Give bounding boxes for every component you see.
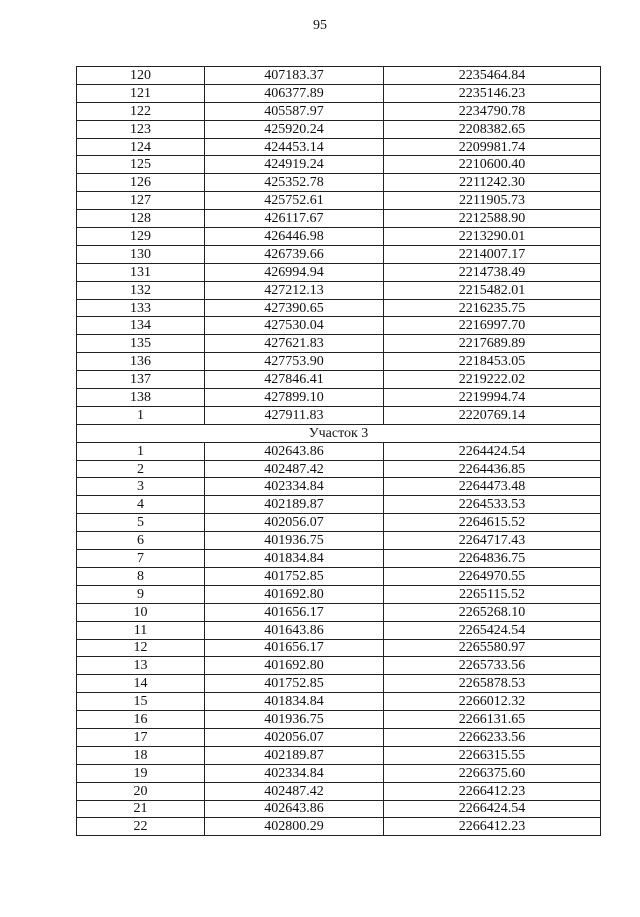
table-row (77, 120, 601, 138)
x-coordinate-cell: 426739.66 (205, 245, 384, 263)
y-coordinate-cell: 2266412.23 (384, 818, 601, 836)
x-coordinate-cell: 402487.42 (205, 460, 384, 478)
point-number-cell: 132 (77, 281, 205, 299)
point-number-cell: 136 (77, 353, 205, 371)
x-coordinate-cell: 427390.65 (205, 299, 384, 317)
y-coordinate-cell: 2217689.89 (384, 335, 601, 353)
x-coordinate-cell: 401692.80 (205, 585, 384, 603)
y-coordinate-cell: 2265733.56 (384, 657, 601, 675)
x-coordinate-cell: 427911.83 (205, 406, 384, 424)
coordinates-part-2 (77, 442, 601, 836)
point-number-cell: 122 (77, 102, 205, 120)
table-row (77, 764, 601, 782)
table-row (77, 728, 601, 746)
x-coordinate-cell: 427899.10 (205, 389, 384, 407)
coordinates-part-1 (77, 67, 601, 425)
x-coordinate-cell: 427753.90 (205, 353, 384, 371)
y-coordinate-cell: 2220769.14 (384, 406, 601, 424)
x-coordinate-cell: 401752.85 (205, 567, 384, 585)
y-coordinate-cell: 2209981.74 (384, 138, 601, 156)
y-coordinate-cell: 2235464.84 (384, 67, 601, 85)
table-row (77, 174, 601, 192)
point-number-cell: 21 (77, 800, 205, 818)
x-coordinate-cell: 425752.61 (205, 192, 384, 210)
y-coordinate-cell: 2266233.56 (384, 728, 601, 746)
y-coordinate-cell: 2264473.48 (384, 478, 601, 496)
y-coordinate-cell: 2216997.70 (384, 317, 601, 335)
x-coordinate-cell: 402056.07 (205, 728, 384, 746)
point-number-cell: 15 (77, 693, 205, 711)
table-row (77, 550, 601, 568)
y-coordinate-cell: 2265424.54 (384, 621, 601, 639)
x-coordinate-cell: 425352.78 (205, 174, 384, 192)
point-number-cell: 134 (77, 317, 205, 335)
table-row (77, 210, 601, 228)
table-row (77, 567, 601, 585)
point-number-cell: 17 (77, 728, 205, 746)
table-row (77, 245, 601, 263)
y-coordinate-cell: 2266131.65 (384, 711, 601, 729)
point-number-cell: 18 (77, 746, 205, 764)
point-number-cell: 16 (77, 711, 205, 729)
y-coordinate-cell: 2234790.78 (384, 102, 601, 120)
x-coordinate-cell: 427846.41 (205, 371, 384, 389)
table-row (77, 460, 601, 478)
y-coordinate-cell: 2264424.54 (384, 442, 601, 460)
point-number-cell: 125 (77, 156, 205, 174)
table-row (77, 192, 601, 210)
y-coordinate-cell: 2218453.05 (384, 353, 601, 371)
y-coordinate-cell: 2216235.75 (384, 299, 601, 317)
x-coordinate-cell: 427212.13 (205, 281, 384, 299)
point-number-cell: 120 (77, 67, 205, 85)
point-number-cell: 137 (77, 371, 205, 389)
x-coordinate-cell: 402643.86 (205, 442, 384, 460)
x-coordinate-cell: 406377.89 (205, 84, 384, 102)
y-coordinate-cell: 2219994.74 (384, 389, 601, 407)
table-row (77, 389, 601, 407)
point-number-cell: 7 (77, 550, 205, 568)
x-coordinate-cell: 402487.42 (205, 782, 384, 800)
y-coordinate-cell: 2265268.10 (384, 603, 601, 621)
y-coordinate-cell: 2266412.23 (384, 782, 601, 800)
point-number-cell: 12 (77, 639, 205, 657)
point-number-cell: 129 (77, 228, 205, 246)
point-number-cell: 133 (77, 299, 205, 317)
x-coordinate-cell: 401936.75 (205, 532, 384, 550)
table-row (77, 711, 601, 729)
x-coordinate-cell: 401656.17 (205, 603, 384, 621)
y-coordinate-cell: 2264615.52 (384, 514, 601, 532)
x-coordinate-cell: 401692.80 (205, 657, 384, 675)
x-coordinate-cell: 425920.24 (205, 120, 384, 138)
x-coordinate-cell: 402334.84 (205, 764, 384, 782)
x-coordinate-cell: 427530.04 (205, 317, 384, 335)
y-coordinate-cell: 2212588.90 (384, 210, 601, 228)
y-coordinate-cell: 2264970.55 (384, 567, 601, 585)
table-row (77, 84, 601, 102)
point-number-cell: 123 (77, 120, 205, 138)
table-row (77, 585, 601, 603)
table-row (77, 353, 601, 371)
page-number: 95 (313, 18, 327, 33)
point-number-cell: 2 (77, 460, 205, 478)
y-coordinate-cell: 2266424.54 (384, 800, 601, 818)
y-coordinate-cell: 2264836.75 (384, 550, 601, 568)
y-coordinate-cell: 2219222.02 (384, 371, 601, 389)
table-row (77, 746, 601, 764)
point-number-cell: 121 (77, 84, 205, 102)
table-row (77, 621, 601, 639)
table-row (77, 299, 601, 317)
point-number-cell: 20 (77, 782, 205, 800)
x-coordinate-cell: 401643.86 (205, 621, 384, 639)
y-coordinate-cell: 2215482.01 (384, 281, 601, 299)
x-coordinate-cell: 401936.75 (205, 711, 384, 729)
y-coordinate-cell: 2265878.53 (384, 675, 601, 693)
y-coordinate-cell: 2211905.73 (384, 192, 601, 210)
table-row (77, 603, 601, 621)
table-row (77, 281, 601, 299)
table-row (77, 657, 601, 675)
y-coordinate-cell: 2265115.52 (384, 585, 601, 603)
table-row (77, 228, 601, 246)
point-number-cell: 131 (77, 263, 205, 281)
x-coordinate-cell: 401752.85 (205, 675, 384, 693)
table-row (77, 639, 601, 657)
x-coordinate-cell: 424453.14 (205, 138, 384, 156)
point-number-cell: 19 (77, 764, 205, 782)
table-row (77, 675, 601, 693)
x-coordinate-cell: 424919.24 (205, 156, 384, 174)
table-row (77, 138, 601, 156)
x-coordinate-cell: 401834.84 (205, 550, 384, 568)
table-row (77, 371, 601, 389)
point-number-cell: 10 (77, 603, 205, 621)
y-coordinate-cell: 2266315.55 (384, 746, 601, 764)
section-title: Участок 3 (77, 424, 601, 442)
y-coordinate-cell: 2208382.65 (384, 120, 601, 138)
y-coordinate-cell: 2211242.30 (384, 174, 601, 192)
table-row (77, 782, 601, 800)
x-coordinate-cell: 402189.87 (205, 496, 384, 514)
table-row (77, 263, 601, 281)
x-coordinate-cell: 426994.94 (205, 263, 384, 281)
y-coordinate-cell: 2214007.17 (384, 245, 601, 263)
point-number-cell: 138 (77, 389, 205, 407)
y-coordinate-cell: 2214738.49 (384, 263, 601, 281)
y-coordinate-cell: 2210600.40 (384, 156, 601, 174)
y-coordinate-cell: 2265580.97 (384, 639, 601, 657)
point-number-cell: 128 (77, 210, 205, 228)
point-number-cell: 124 (77, 138, 205, 156)
coordinates-table (76, 66, 601, 836)
point-number-cell: 1 (77, 406, 205, 424)
table-row (77, 317, 601, 335)
point-number-cell: 135 (77, 335, 205, 353)
point-number-cell: 8 (77, 567, 205, 585)
table-row (77, 693, 601, 711)
point-number-cell: 4 (77, 496, 205, 514)
x-coordinate-cell: 401834.84 (205, 693, 384, 711)
table-row (77, 514, 601, 532)
point-number-cell: 13 (77, 657, 205, 675)
y-coordinate-cell: 2235146.23 (384, 84, 601, 102)
x-coordinate-cell: 402800.29 (205, 818, 384, 836)
point-number-cell: 1 (77, 442, 205, 460)
y-coordinate-cell: 2264533.53 (384, 496, 601, 514)
table-row (77, 156, 601, 174)
point-number-cell: 126 (77, 174, 205, 192)
y-coordinate-cell: 2264717.43 (384, 532, 601, 550)
point-number-cell: 5 (77, 514, 205, 532)
table-row (77, 800, 601, 818)
point-number-cell: 11 (77, 621, 205, 639)
table-row (77, 532, 601, 550)
y-coordinate-cell: 2264436.85 (384, 460, 601, 478)
table-row (77, 335, 601, 353)
x-coordinate-cell: 427621.83 (205, 335, 384, 353)
section-header (77, 424, 601, 442)
point-number-cell: 6 (77, 532, 205, 550)
x-coordinate-cell: 426446.98 (205, 228, 384, 246)
x-coordinate-cell: 401656.17 (205, 639, 384, 657)
section-header-row (77, 424, 601, 442)
x-coordinate-cell: 402643.86 (205, 800, 384, 818)
point-number-cell: 9 (77, 585, 205, 603)
table-row (77, 102, 601, 120)
table-row (77, 478, 601, 496)
table-row (77, 67, 601, 85)
x-coordinate-cell: 402189.87 (205, 746, 384, 764)
x-coordinate-cell: 426117.67 (205, 210, 384, 228)
x-coordinate-cell: 407183.37 (205, 67, 384, 85)
y-coordinate-cell: 2213290.01 (384, 228, 601, 246)
table-row (77, 818, 601, 836)
point-number-cell: 22 (77, 818, 205, 836)
point-number-cell: 127 (77, 192, 205, 210)
x-coordinate-cell: 402056.07 (205, 514, 384, 532)
point-number-cell: 3 (77, 478, 205, 496)
point-number-cell: 130 (77, 245, 205, 263)
x-coordinate-cell: 402334.84 (205, 478, 384, 496)
table-row (77, 406, 601, 424)
x-coordinate-cell: 405587.97 (205, 102, 384, 120)
y-coordinate-cell: 2266375.60 (384, 764, 601, 782)
y-coordinate-cell: 2266012.32 (384, 693, 601, 711)
table-row (77, 496, 601, 514)
point-number-cell: 14 (77, 675, 205, 693)
table-row (77, 442, 601, 460)
